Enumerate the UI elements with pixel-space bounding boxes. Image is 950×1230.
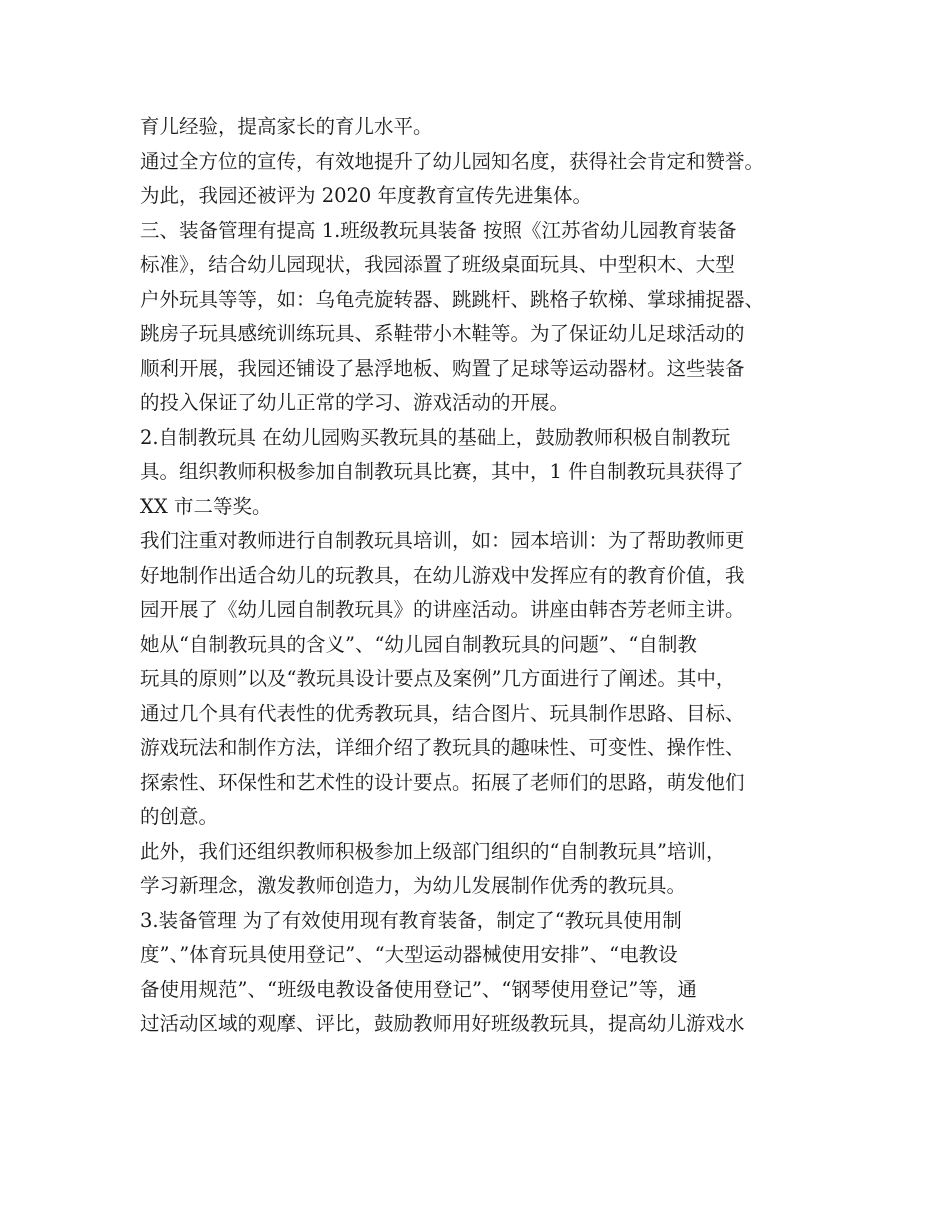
- text-line: 标准》，结合幼儿园现状，我园添置了班级桌面玩具、中型积木、大型: [140, 253, 735, 276]
- text-line: 探索性、环保性和艺术性的设计要点。拓展了老师们的思路，萌发他们: [140, 770, 745, 794]
- text-line: 好地制作出适合幼儿的玩教具，在幼儿游戏中发挥应有的教育价值，我: [140, 563, 745, 587]
- text-line: 为此，我园还被评为 2020 年度教育宣传先进集体。: [140, 184, 593, 207]
- section-heading-line: 三、装备管理有提高 1.班级教玩具装备 按照《江苏省幼儿园教育装备: [140, 218, 737, 242]
- text-line: 跳房子玩具感统训练玩具、系鞋带小木鞋等。为了保证幼儿足球活动的: [140, 322, 745, 345]
- text-line: 的创意。: [140, 805, 219, 828]
- subsection-line: 2.自制教玩具 在幼儿园购买教玩具的基础上，鼓励教师积极自制教玩: [140, 425, 731, 449]
- text-line: 育儿经验，提高家长的育儿水平。: [140, 115, 433, 138]
- text-line: XX 市二等奖。: [140, 494, 272, 518]
- text-line: 过活动区域的观摩、评比，鼓励教师用好班级教玩具，提高幼儿游戏水: [140, 1012, 745, 1035]
- text-line: 游戏玩法和制作方法，详细介绍了教玩具的趣味性、可变性、操作性、: [140, 736, 745, 759]
- text-line: 备使用规范”、“班级电教设备使用登记”、“钢琴使用登记”等，通: [140, 977, 697, 1001]
- text-line: 顺利开展，我园还铺设了悬浮地板、购置了足球等运动器材。这些装备: [140, 356, 745, 380]
- text-line: 我们注重对教师进行自制教玩具培训，如：园本培训：为了帮助教师更: [140, 529, 745, 552]
- text-line: 此外，我们还组织教师积极参加上级部门组织的“自制教玩具”培训，: [140, 839, 726, 863]
- text-line: 具。组织教师积极参加自制教玩具比赛，其中，1 件自制教玩具获得了: [140, 460, 744, 483]
- text-line: 通过几个具有代表性的优秀教玩具，结合图片、玩具制作思路、目标、: [140, 701, 745, 725]
- text-line: 园开展了《幼儿园自制教玩具》的讲座活动。讲座由韩杏芳老师主讲。: [140, 598, 745, 621]
- subsection-line: 3.装备管理 为了有效使用现有教育装备，制定了“教玩具使用制: [140, 908, 682, 932]
- document-body: [140, 110, 830, 1042]
- text-line: 玩具的原则”以及“教玩具设计要点及案例”几方面进行了阐述。其中，: [140, 667, 736, 690]
- text-line: 通过全方位的宣传，有效地提升了幼儿园知名度，获得社会肯定和赞誉。: [140, 149, 765, 173]
- text-line: 的投入保证了幼儿正常的学习、游戏活动的开展。: [140, 391, 570, 414]
- text-line: 度”、”体育玩具使用登记”、“大型运动器械使用安排”、“电教设: [140, 943, 678, 966]
- text-line: 学习新理念，激发教师创造力，为幼儿发展制作优秀的教玩具。: [140, 874, 687, 897]
- text-line: 户外玩具等等，如：乌龟壳旋转器、跳跳杆、跳格子软梯、掌球捕捉器、: [140, 287, 765, 311]
- text-line: 她从“自制教玩具的含义”、“幼儿园自制教玩具的问题”、“自制教: [140, 632, 697, 656]
